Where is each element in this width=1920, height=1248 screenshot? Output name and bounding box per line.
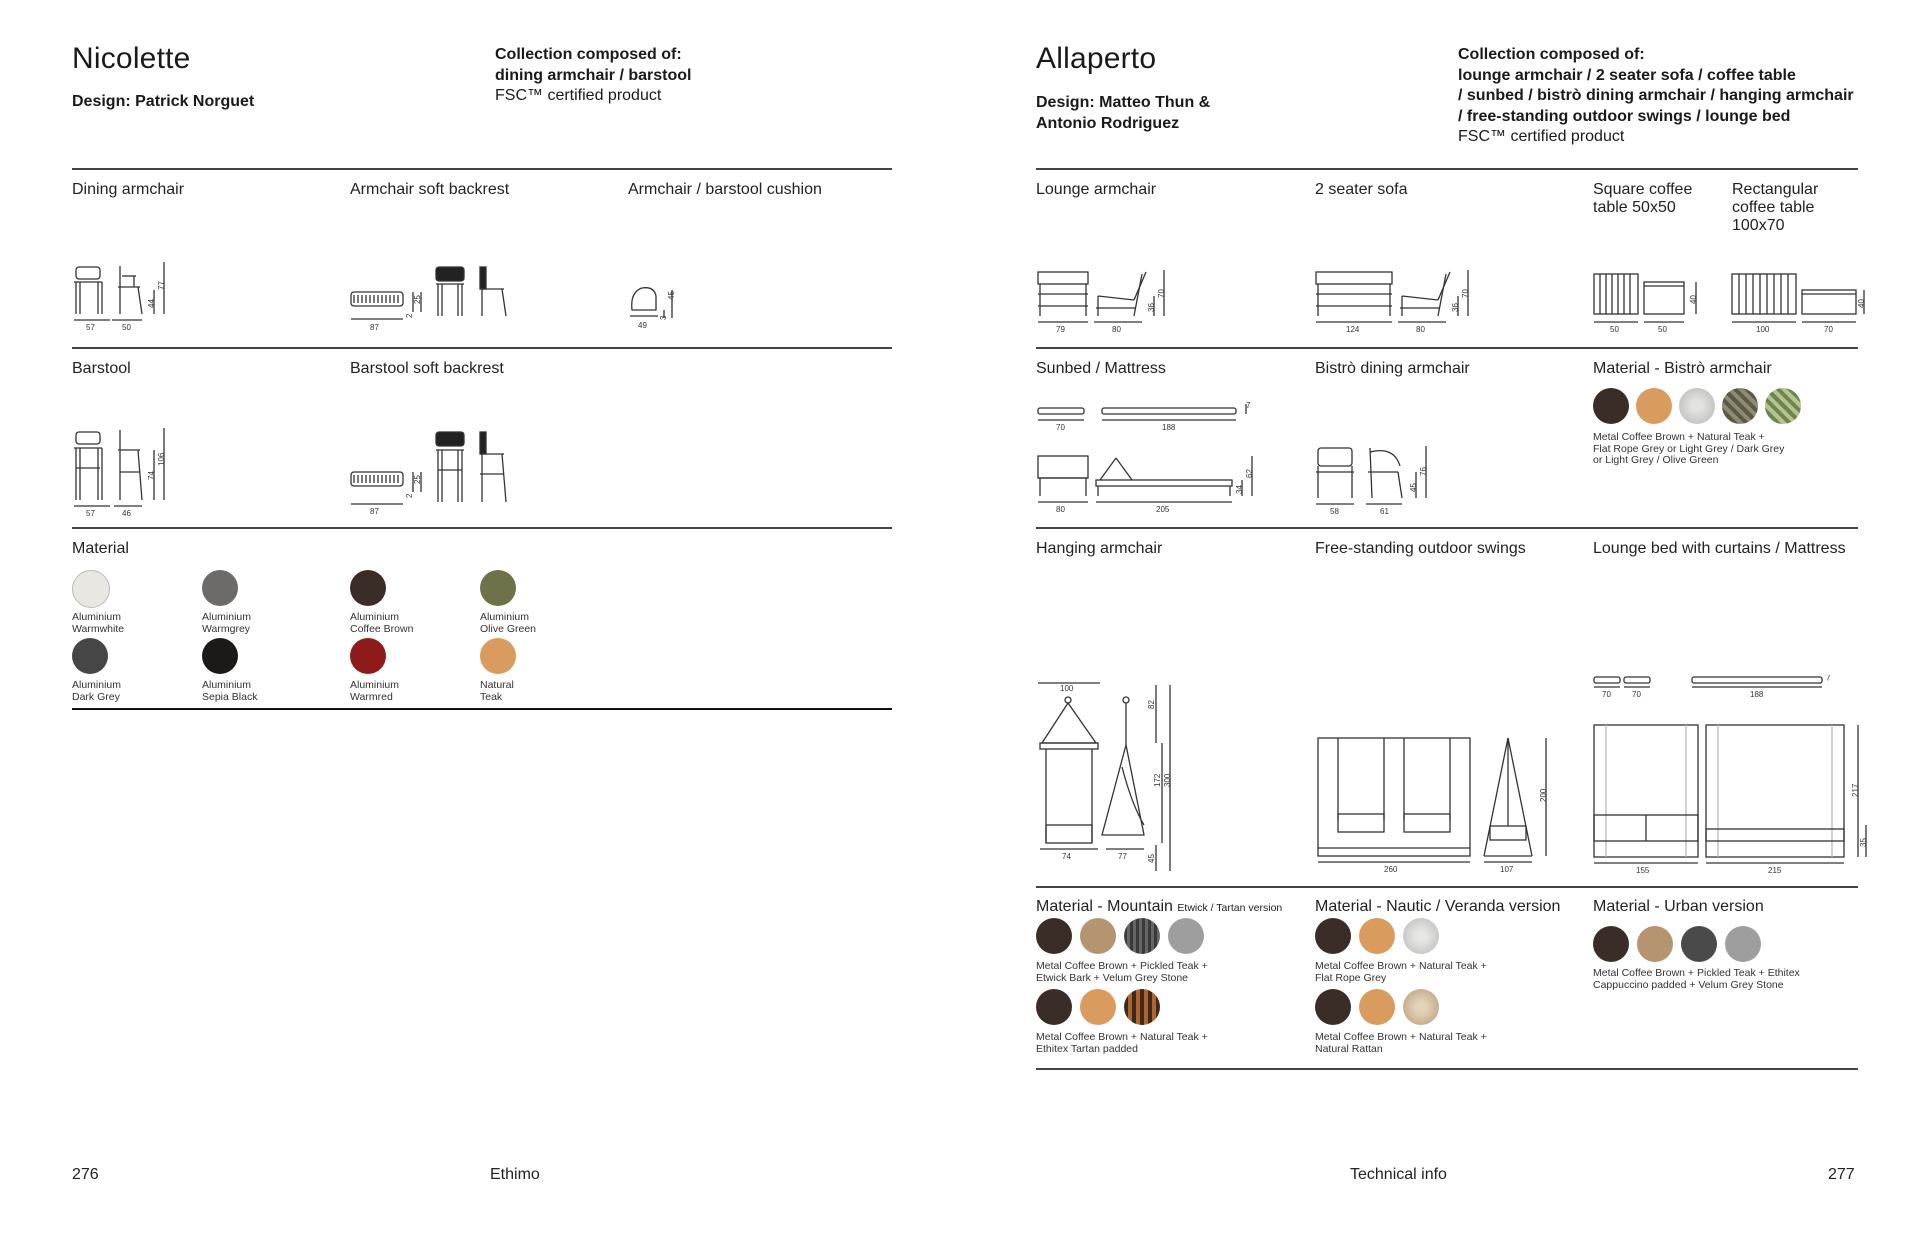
dim-bed-m3: 188	[1750, 690, 1764, 699]
bistro-drawing	[1314, 444, 1444, 519]
loungebed-drawing	[1592, 675, 1882, 875]
dim-rect-w: 100	[1756, 325, 1770, 334]
dim-mat-h: 7	[1246, 401, 1251, 410]
fsc-note: FSC™ certified product	[495, 87, 662, 104]
divider	[1036, 1068, 1858, 1070]
label-armchair-soft-backrest: Armchair soft backrest	[350, 181, 510, 198]
urban-swatch	[1637, 926, 1673, 962]
page-title-nicolette: Nicolette	[72, 42, 191, 75]
sofa-drawing	[1314, 266, 1484, 336]
dim-bed-m2: 70	[1632, 690, 1641, 699]
dim-bed-w: 155	[1636, 866, 1650, 875]
section-name: Technical info	[1350, 1166, 1447, 1183]
square-table-drawing	[1592, 268, 1712, 338]
page-number-left: 276	[72, 1166, 99, 1183]
dim-hang-h2: 172	[1153, 773, 1162, 787]
dim-hang-h3: 300	[1163, 773, 1172, 787]
dim-bar-h1: 74	[147, 471, 156, 480]
collection-line: lounge armchair / 2 seater sofa / coffee table	[1458, 66, 1796, 84]
label-material-bistro: Material - Bistrò armchair	[1593, 360, 1772, 377]
page-number-right: 277	[1828, 1166, 1855, 1183]
dim-cushion-h1: 3	[659, 315, 668, 320]
material-swatch	[202, 570, 238, 606]
dining-armchair-drawing	[72, 260, 192, 335]
material-caption: Aluminium Warmgrey	[202, 611, 252, 635]
dim-sofa-h2: 70	[1461, 289, 1470, 298]
bistro-swatch	[1679, 388, 1715, 424]
label-loungebed: Lounge bed with curtains / Mattress	[1593, 540, 1846, 557]
collection-heading: Collection composed of:	[495, 46, 682, 63]
dim-cushion-w: 49	[638, 321, 647, 330]
page-title-allaperto: Allaperto	[1036, 42, 1157, 75]
collection-line: / sunbed / bistrò dining armchair / hanging armchair	[1458, 87, 1854, 104]
dim-swing-h: 200	[1539, 788, 1548, 802]
label-material: Material	[72, 540, 129, 557]
material-swatch	[72, 570, 110, 608]
label-barstool: Barstool	[72, 360, 131, 377]
material-caption: Aluminium Warmred	[350, 679, 400, 703]
label-hanging: Hanging armchair	[1036, 540, 1163, 557]
bistro-swatch	[1593, 388, 1629, 424]
dim-lounge-h1: 36	[1147, 303, 1156, 312]
dim-barsoft-h1: 2	[405, 493, 414, 498]
nautic-swatch	[1403, 989, 1439, 1025]
label-sofa: 2 seater sofa	[1315, 181, 1408, 198]
urban-swatch	[1681, 926, 1717, 962]
divider	[1036, 347, 1858, 349]
label-lounge-armchair: Lounge armchair	[1036, 181, 1157, 198]
dim-soft-h2: 25	[413, 295, 422, 304]
nautic-swatch	[1359, 989, 1395, 1025]
dim-sun-l: 205	[1156, 505, 1170, 514]
label-swings: Free-standing outdoor swings	[1315, 540, 1526, 557]
collection-items: dining armchair / barstool	[495, 66, 692, 84]
material-swatch	[350, 570, 386, 606]
label-material-nautic: Material - Nautic / Veranda version	[1315, 898, 1561, 915]
divider	[72, 527, 892, 529]
label-dining-armchair: Dining armchair	[72, 181, 185, 198]
swings-drawing	[1314, 730, 1564, 880]
sunbed-drawing	[1036, 400, 1266, 520]
mountain-swatch	[1080, 989, 1116, 1025]
dim-bar-h2: 106	[157, 452, 166, 466]
dim-swing-w: 260	[1384, 865, 1398, 874]
material-caption: Aluminium Warmwhite	[72, 611, 125, 635]
mountain-swatch	[1036, 989, 1072, 1025]
nautic-swatch	[1315, 989, 1351, 1025]
divider	[1036, 527, 1858, 529]
label-material-urban: Material - Urban version	[1593, 898, 1764, 915]
bistro-swatch	[1722, 388, 1758, 424]
dim-bed-m1: 70	[1602, 690, 1611, 699]
material-caption: Aluminium Olive Green	[480, 611, 537, 635]
mountain-swatch	[1168, 918, 1204, 954]
dim-sun-w: 80	[1056, 505, 1065, 514]
label-material-mountain-small: Etwick / Tartan version	[1177, 902, 1283, 914]
dim-sq-w: 50	[1610, 325, 1619, 334]
material-swatch	[202, 638, 238, 674]
divider	[72, 708, 892, 710]
nautic-swatch	[1403, 918, 1439, 954]
bistro-swatch	[1765, 388, 1801, 424]
dim-cushion-h2: 45	[667, 291, 676, 300]
label-material-mountain	[1036, 898, 1282, 917]
dim-bed-h1: 217	[1851, 783, 1860, 797]
collection-nicolette	[495, 45, 691, 107]
label-bistro: Bistrò dining armchair	[1315, 360, 1470, 377]
bistro-swatch	[1636, 388, 1672, 424]
mountain-caption-2: Metal Coffee Brown + Natural Teak + Ethitex Tartan padded	[1036, 1031, 1208, 1055]
dim-soft-h1: 2	[405, 313, 414, 318]
dim-sofa-d: 80	[1416, 325, 1425, 334]
dim-sq-d: 50	[1658, 325, 1667, 334]
material-swatch	[72, 638, 108, 674]
divider	[1036, 886, 1858, 888]
dim-sun-h2: 62	[1245, 469, 1254, 478]
urban-caption: Metal Coffee Brown + Pickled Teak + Ethitex Cappuccino padded + Velum Grey Stone	[1593, 967, 1800, 991]
urban-swatch	[1593, 926, 1629, 962]
dim-rect-h: 40	[1857, 299, 1866, 308]
rect-table-drawing	[1730, 268, 1870, 338]
material-swatch	[350, 638, 386, 674]
dim-sq-h: 40	[1689, 295, 1698, 304]
label-rect-table: Rectangular coffee table 100x70	[1732, 181, 1819, 234]
dim-sofa-w: 124	[1346, 325, 1360, 334]
mountain-swatch	[1124, 989, 1160, 1025]
collection-line: / free-standing outdoor swings / lounge bed	[1458, 107, 1791, 125]
dim-lounge-w: 79	[1056, 325, 1065, 334]
dim-dining-d: 50	[122, 323, 131, 332]
dim-barsoft-w: 87	[370, 507, 379, 516]
bistro-caption: Metal Coffee Brown + Natural Teak + Flat Rope Grey or Light Grey / Dark Grey or Light Grey / Olive Green	[1593, 431, 1785, 466]
collection-heading: Collection composed of:	[1458, 46, 1645, 63]
soft-backrest-drawing	[348, 262, 528, 337]
dim-lounge-h2: 70	[1157, 289, 1166, 298]
dim-hang-h4: 45	[1147, 854, 1156, 863]
dim-hang-top: 100	[1060, 684, 1074, 693]
material-caption: Aluminium Dark Grey	[72, 679, 122, 703]
dim-swing-d: 107	[1500, 865, 1514, 874]
dim-dining-h1: 44	[147, 299, 156, 308]
nautic-swatch	[1359, 918, 1395, 954]
dim-bed-h2: 35	[1859, 838, 1868, 847]
collection-allaperto	[1458, 45, 1854, 148]
barstool-soft-drawing	[348, 430, 528, 520]
material-caption: Aluminium Coffee Brown	[350, 611, 414, 635]
dim-bis-h1: 45	[1409, 483, 1418, 492]
divider	[1036, 168, 1858, 170]
dim-bed-m4: 7	[1826, 675, 1831, 683]
divider	[72, 347, 892, 349]
dim-bar-w: 57	[86, 509, 95, 518]
dim-soft-w: 87	[370, 323, 379, 332]
dim-bis-h2: 76	[1419, 467, 1428, 476]
dim-bis-d: 61	[1380, 507, 1389, 516]
dim-hang-d: 77	[1118, 852, 1127, 861]
label-material-mountain-main: Material - Mountain	[1036, 898, 1173, 915]
material-swatch	[480, 638, 516, 674]
dim-hang-w: 74	[1062, 852, 1071, 861]
cushion-drawing	[628, 262, 698, 337]
label-sunbed: Sunbed / Mattress	[1036, 360, 1166, 377]
mountain-swatch	[1124, 918, 1160, 954]
mountain-swatch	[1080, 918, 1116, 954]
dim-barsoft-h2: 25	[413, 475, 422, 484]
label-cushion: Armchair / barstool cushion	[628, 181, 822, 198]
brand-name: Ethimo	[490, 1166, 540, 1183]
dim-bar-d: 46	[122, 509, 131, 518]
label-square-table: Square coffee table 50x50	[1593, 181, 1693, 216]
designer-allaperto: Design: Matteo Thun & Antonio Rodriguez	[1036, 94, 1211, 132]
dim-bed-l: 215	[1768, 866, 1782, 875]
barstool-drawing	[72, 428, 192, 518]
dim-rect-d: 70	[1824, 325, 1833, 334]
mountain-swatch	[1036, 918, 1072, 954]
dim-sun-h1: 34	[1235, 485, 1244, 494]
divider	[72, 168, 892, 170]
nautic-caption-2: Metal Coffee Brown + Natural Teak + Natural Rattan	[1315, 1031, 1487, 1055]
dim-mat-l: 188	[1162, 423, 1176, 432]
mountain-caption-1: Metal Coffee Brown + Pickled Teak + Etwick Bark + Velum Grey Stone	[1036, 960, 1208, 984]
dim-sofa-h1: 36	[1451, 303, 1460, 312]
material-caption: Natural Teak	[480, 679, 514, 703]
lounge-armchair-drawing	[1036, 266, 1186, 336]
label-barstool-soft-backrest: Barstool soft backrest	[350, 360, 504, 377]
dim-hang-h1: 82	[1147, 700, 1156, 709]
hanging-drawing	[1036, 675, 1186, 875]
dim-bis-w: 58	[1330, 507, 1339, 516]
designer-nicolette: Design: Patrick Norguet	[72, 93, 255, 110]
nautic-swatch	[1315, 918, 1351, 954]
urban-swatch	[1725, 926, 1761, 962]
material-caption: Aluminium Sepia Black	[202, 679, 258, 703]
nautic-caption-1: Metal Coffee Brown + Natural Teak + Flat Rope Grey	[1315, 960, 1487, 984]
fsc-note: FSC™ certified product	[1458, 128, 1625, 145]
dim-dining-w: 57	[86, 323, 95, 332]
dim-dining-h2: 77	[157, 281, 166, 290]
dim-mat-w: 70	[1056, 423, 1065, 432]
dim-lounge-d: 80	[1112, 325, 1121, 334]
material-swatch	[480, 570, 516, 606]
